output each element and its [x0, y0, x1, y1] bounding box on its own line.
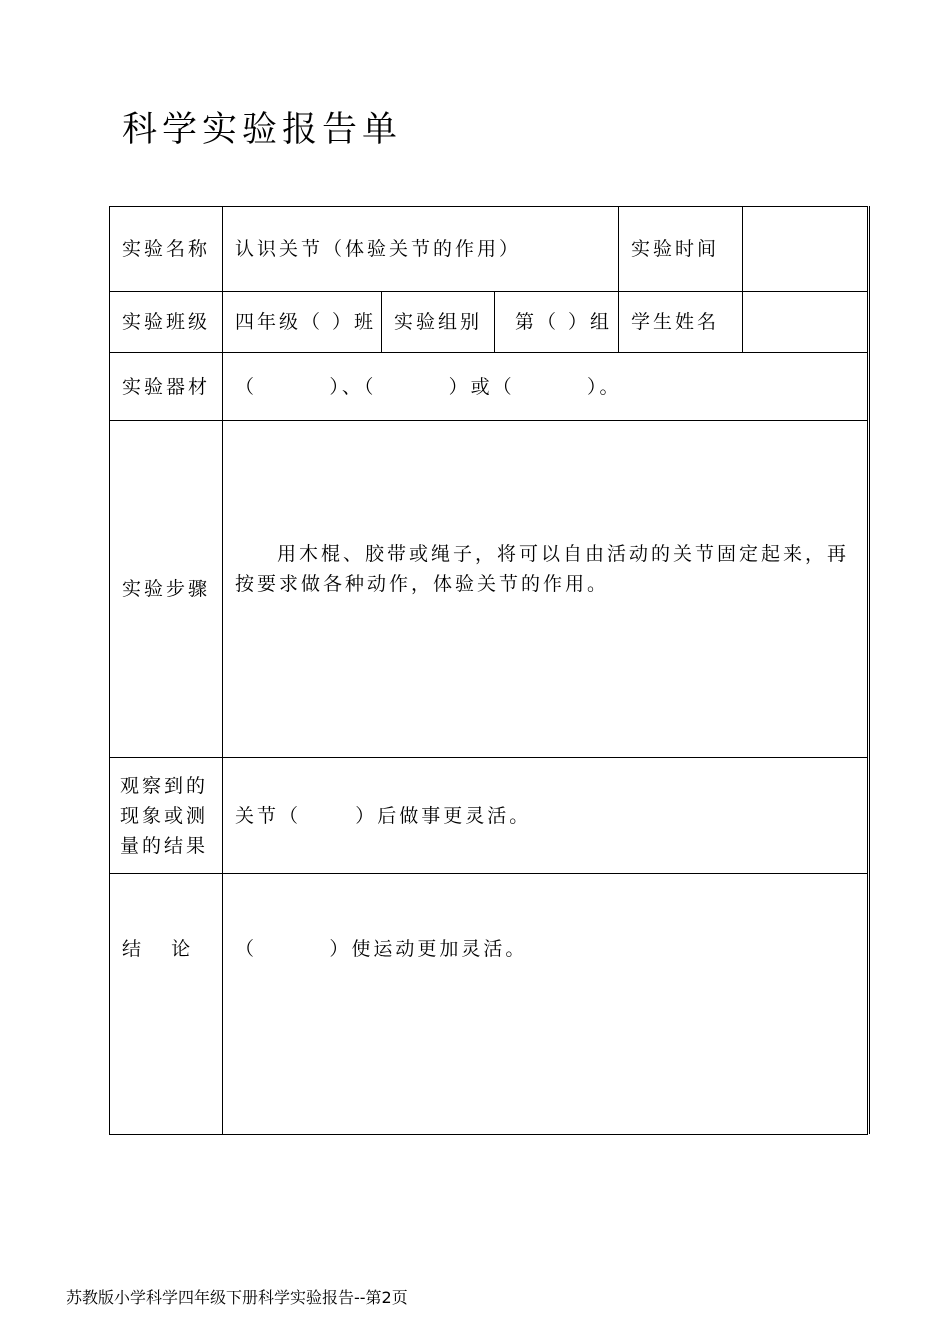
student-name-label: 学生姓名 — [619, 292, 743, 353]
table-outer-border-line — [869, 206, 870, 1134]
experiment-time-label: 实验时间 — [619, 207, 743, 292]
table-row-observation — [110, 758, 868, 874]
experiment-group-label: 实验组别 — [382, 292, 495, 353]
experiment-steps-value: 用木棍、胶带或绳子，将可以自由活动的关节固定起来，再按要求做各种动作，体验关节的作用。 — [235, 543, 850, 595]
conclusion-value[interactable]: （ ）使运动更加灵活。 — [235, 938, 528, 960]
table-row-steps — [110, 421, 868, 758]
experiment-materials-value[interactable]: （ ）、（ ）或（ ）。 — [223, 353, 868, 421]
table-row-materials — [110, 353, 868, 421]
experiment-steps-label: 实验步骤 — [110, 421, 223, 758]
experiment-class-value[interactable]: 四年级（ ）班 — [223, 292, 382, 353]
experiment-class-label: 实验班级 — [110, 292, 223, 353]
page-title: 科学实验报告单 — [122, 110, 403, 150]
observation-value[interactable]: 关节（ ）后做事更灵活。 — [223, 758, 868, 874]
experiment-report-table — [109, 206, 868, 1135]
table-row-conclusion — [110, 874, 868, 1135]
experiment-steps-cell — [223, 421, 868, 758]
table-row-name — [110, 207, 868, 292]
experiment-group-value[interactable]: 第（ ）组 — [495, 292, 619, 353]
table-row-class — [110, 292, 868, 353]
experiment-time-field[interactable] — [743, 207, 868, 292]
student-name-field[interactable] — [743, 292, 868, 353]
conclusion-label: 结 论 — [122, 938, 194, 960]
conclusion-cell — [223, 874, 868, 1135]
experiment-name-value: 认识关节（体验关节的作用） — [223, 207, 619, 292]
experiment-name-label: 实验名称 — [110, 207, 223, 292]
experiment-materials-label: 实验器材 — [110, 353, 223, 421]
observation-label: 观察到的现象或测量的结果 — [110, 758, 223, 874]
conclusion-label-cell — [110, 874, 223, 1135]
page-footer: 苏教版小学科学四年级下册科学实验报告--第2页 — [66, 1288, 408, 1307]
